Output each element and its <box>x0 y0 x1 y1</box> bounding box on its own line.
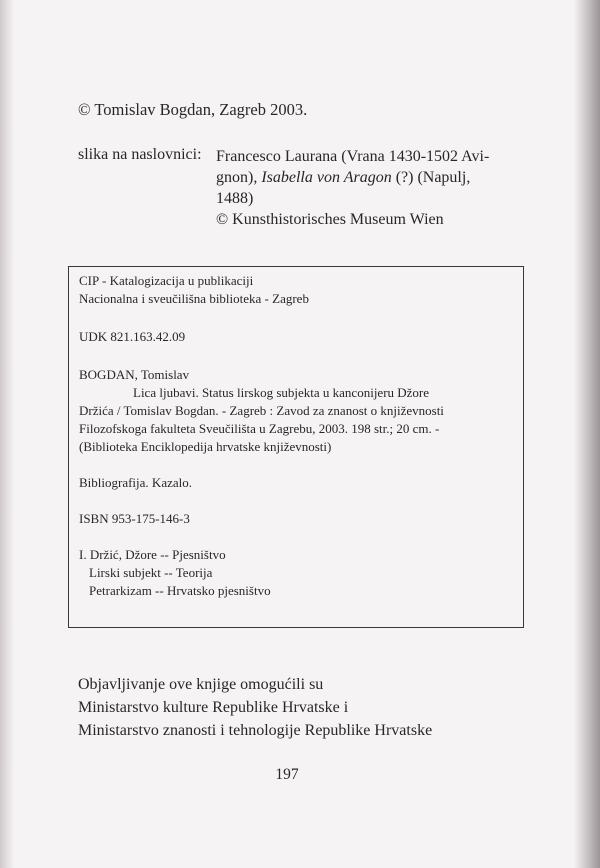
cip-description-4: (Biblioteka Enciklopedija hrvatske književnosti) <box>79 439 332 454</box>
cover-credit-text <box>216 146 516 230</box>
page-number: 197 <box>275 766 299 783</box>
cip-description-1: Lica ljubavi. Status lirskog subjekta u kanconijeru Džore <box>133 385 430 400</box>
cip-description-2: Držića / Tomislav Bogdan. - Zagreb : Zavod za znanost o književnosti <box>79 403 444 418</box>
page-gutter-shadow <box>0 0 14 868</box>
page-edge-shadow <box>574 0 600 868</box>
cip-author: BOGDAN, Tomislav <box>79 367 190 382</box>
cip-subject-3: Petrarkizam -- Hrvatsko pjesništvo <box>89 583 271 598</box>
cip-udk: UDK 821.163.42.09 <box>79 329 186 344</box>
cover-credit-line-2-end: (?) (Napulj, <box>391 169 471 186</box>
cover-credit-line-2-start: gnon), <box>216 169 262 186</box>
cip-notes: Bibliografija. Kazalo. <box>79 475 192 490</box>
copyright-line: © Tomislav Bogdan, Zagreb 2003. <box>78 100 308 119</box>
cover-credit-line-2 <box>216 167 516 188</box>
funding-line-2: Ministarstvo kulture Republike Hrvatske i <box>78 699 349 716</box>
cover-credit-line-4: © Kunsthistorisches Museum Wien <box>216 211 444 228</box>
cip-record-box <box>68 266 524 628</box>
cip-subject-2: Lirski subjekt -- Teorija <box>89 565 213 580</box>
cip-header-1: CIP - Katalogizacija u publikaciji <box>79 273 254 288</box>
cover-credit-line-3: 1488) <box>216 190 254 207</box>
cover-artwork-title: Isabella von Aragon <box>261 169 392 186</box>
cover-credit-line-1: Francesco Laurana (Vrana 1430-1502 Avi- <box>216 148 490 165</box>
funding-line-1: Objavljivanje ove knjige omogućili su <box>78 676 324 693</box>
funding-line-3: Ministarstvo znanosti i tehnologije Republike Hrvatske <box>78 722 433 739</box>
cip-header-2: Nacionalna i sveučilišna biblioteka - Zagreb <box>79 291 309 306</box>
cip-subject-1: I. Držić, Džore -- Pjesništvo <box>79 547 226 562</box>
cover-credit-label: slika na naslovnici: <box>78 146 202 163</box>
cip-description-3: Filozofskoga fakulteta Sveučilišta u Zagrebu, 2003. 198 str.; 20 cm. - <box>79 421 440 436</box>
cip-isbn: ISBN 953-175-146-3 <box>79 511 190 526</box>
